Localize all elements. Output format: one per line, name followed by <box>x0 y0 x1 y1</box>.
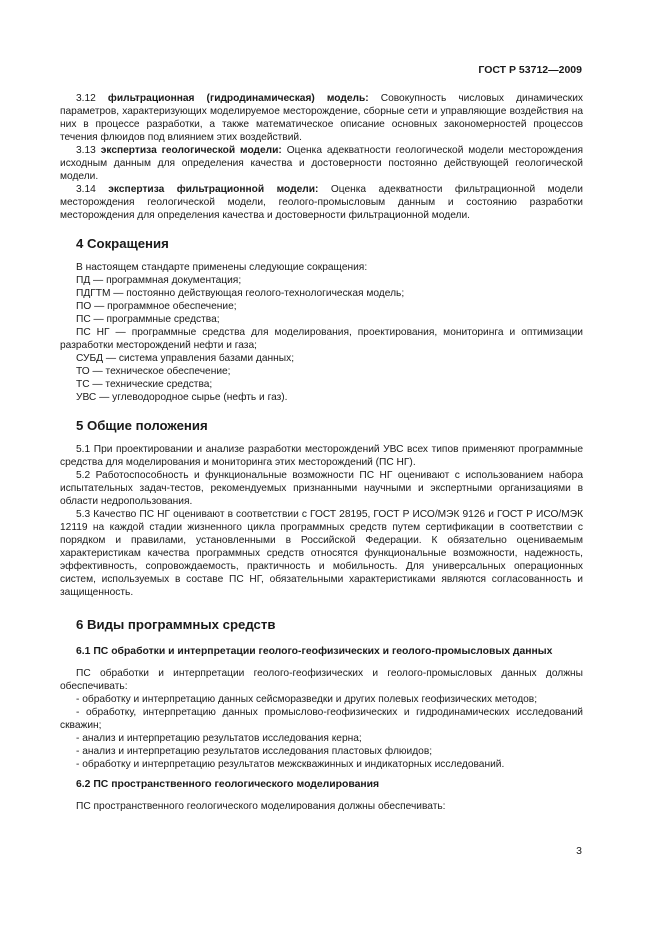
section-4-intro: В настоящем стандарте применены следующие сокращения: <box>76 262 368 273</box>
abbreviation-item: ТС — технические средства; <box>76 379 213 390</box>
term-definition: Совокупность числовых динамических параметров, характеризующих моделируемое месторождение, сборные сети и управляющие воздействия на них в процессе разработки, а также математическое описание основных закономерностей процессов течения флюидов под влиянием этих воздействий. <box>60 93 583 143</box>
term-3-14 <box>60 183 583 222</box>
term-name: экспертиза геологической модели: <box>100 145 282 156</box>
requirement-item: - обработку и интерпретацию данных сейсморазведки и других полевых геофизических методов; <box>76 694 538 705</box>
page-body <box>60 92 583 813</box>
section-5-heading: 5 Общие положения <box>76 418 208 433</box>
abbreviation-item: ПС — программные средства; <box>76 314 220 325</box>
subsection-6-1-heading: 6.1 ПС обработки и интерпретации геолого-геофизических и геолого-промысловых данных <box>76 646 553 657</box>
term-number: 3.14 <box>76 184 96 195</box>
requirement-item: - анализ и интерпретацию результатов исследования пластовых флюидов; <box>76 746 433 757</box>
abbreviation-item: ТО — техническое обеспечение; <box>76 366 231 377</box>
term-number: 3.13 <box>76 145 96 156</box>
term-3-13 <box>60 144 583 183</box>
page-number: 3 <box>576 845 582 857</box>
requirement-item: - обработку и интерпретацию результатов межскважинных и индикаторных исследований. <box>76 759 505 770</box>
abbreviation-item: ПД — программная документация; <box>76 275 242 286</box>
abbreviation-item: ПДГТМ — постоянно действующая геолого-технологическая модель; <box>76 288 405 299</box>
term-definition: Оценка адекватности фильтрационной модели месторождения геологической модели, геолого-промысловым данным и состоянию разработки месторождения для определения качества и достоверности фильтрационной модели. <box>60 184 583 221</box>
document-code: ГОСТ Р 53712—2009 <box>478 64 582 76</box>
term-definition: Оценка адекватности геологической модели месторождения исходным данным для определения качества и достоверности постоянно действующей геологической модели. <box>60 145 583 182</box>
requirement-item: - анализ и интерпретацию результатов исследования керна; <box>76 733 362 744</box>
abbreviation-item: ПО — программное обеспечение; <box>76 301 237 312</box>
subsection-6-2-heading: 6.2 ПС пространственного геологического моделирования <box>76 779 380 790</box>
abbreviation-item: СУБД — система управления базами данных; <box>76 353 295 364</box>
subsection-6-1-intro: ПС обработки и интерпретации геолого-геофизических и геолого-промысловых данных должны обеспечивать: <box>60 668 583 692</box>
abbreviation-item: УВС — углеводородное сырье (нефть и газ). <box>76 392 288 403</box>
abbreviation-item: ПС НГ — программные средства для моделирования, проектирования, мониторинга и оптимизации разработки месторождений нефти и газа; <box>60 327 583 351</box>
term-3-12 <box>60 92 583 144</box>
term-name: фильтрационная (гидродинамическая) модель: <box>107 93 369 104</box>
subsection-6-2-intro: ПС пространственного геологического моделирования должны обеспечивать: <box>76 801 446 812</box>
requirement-item: - обработку, интерпретацию данных промыслово-геофизических и гидродинамических исследований скважин; <box>60 707 583 731</box>
term-name: экспертиза фильтрационной модели: <box>108 184 319 195</box>
clause-5-3: 5.3 Качество ПС НГ оценивают в соответствии с ГОСТ 28195, ГОСТ Р ИСО/МЭК 9126 и ГОСТ Р ИСО/МЭК 12119 на каждой стадии жизненного цикла программных средств путем сертификации в соответствии с порядком и правилами, установленными в Российской Федерации. К обязательно оцениваемым характеристикам качества программных средств относятся функциональные возможности, надежность, эффективность, сопровождаемость, практичность и мобильность. Для универсальных операционных систем, используемых в составе ПС НГ, обязательными характеристиками являются согласованность и защищенность. <box>60 509 583 598</box>
section-4-heading: 4 Сокращения <box>76 236 169 251</box>
clause-5-2: 5.2 Работоспособность и функциональные возможности ПС НГ оценивают с использованием набора испытательных задач-тестов, рекомендуемых признанными научными и экспертными организациями в области недропользования. <box>60 470 583 507</box>
section-6-heading: 6 Виды программных средств <box>76 617 276 632</box>
term-number: 3.12 <box>76 93 96 104</box>
clause-5-1: 5.1 При проектировании и анализе разработки месторождений УВС всех типов применяют программные средства для моделирования и мониторинга этих месторождений (ПС НГ). <box>60 444 583 468</box>
